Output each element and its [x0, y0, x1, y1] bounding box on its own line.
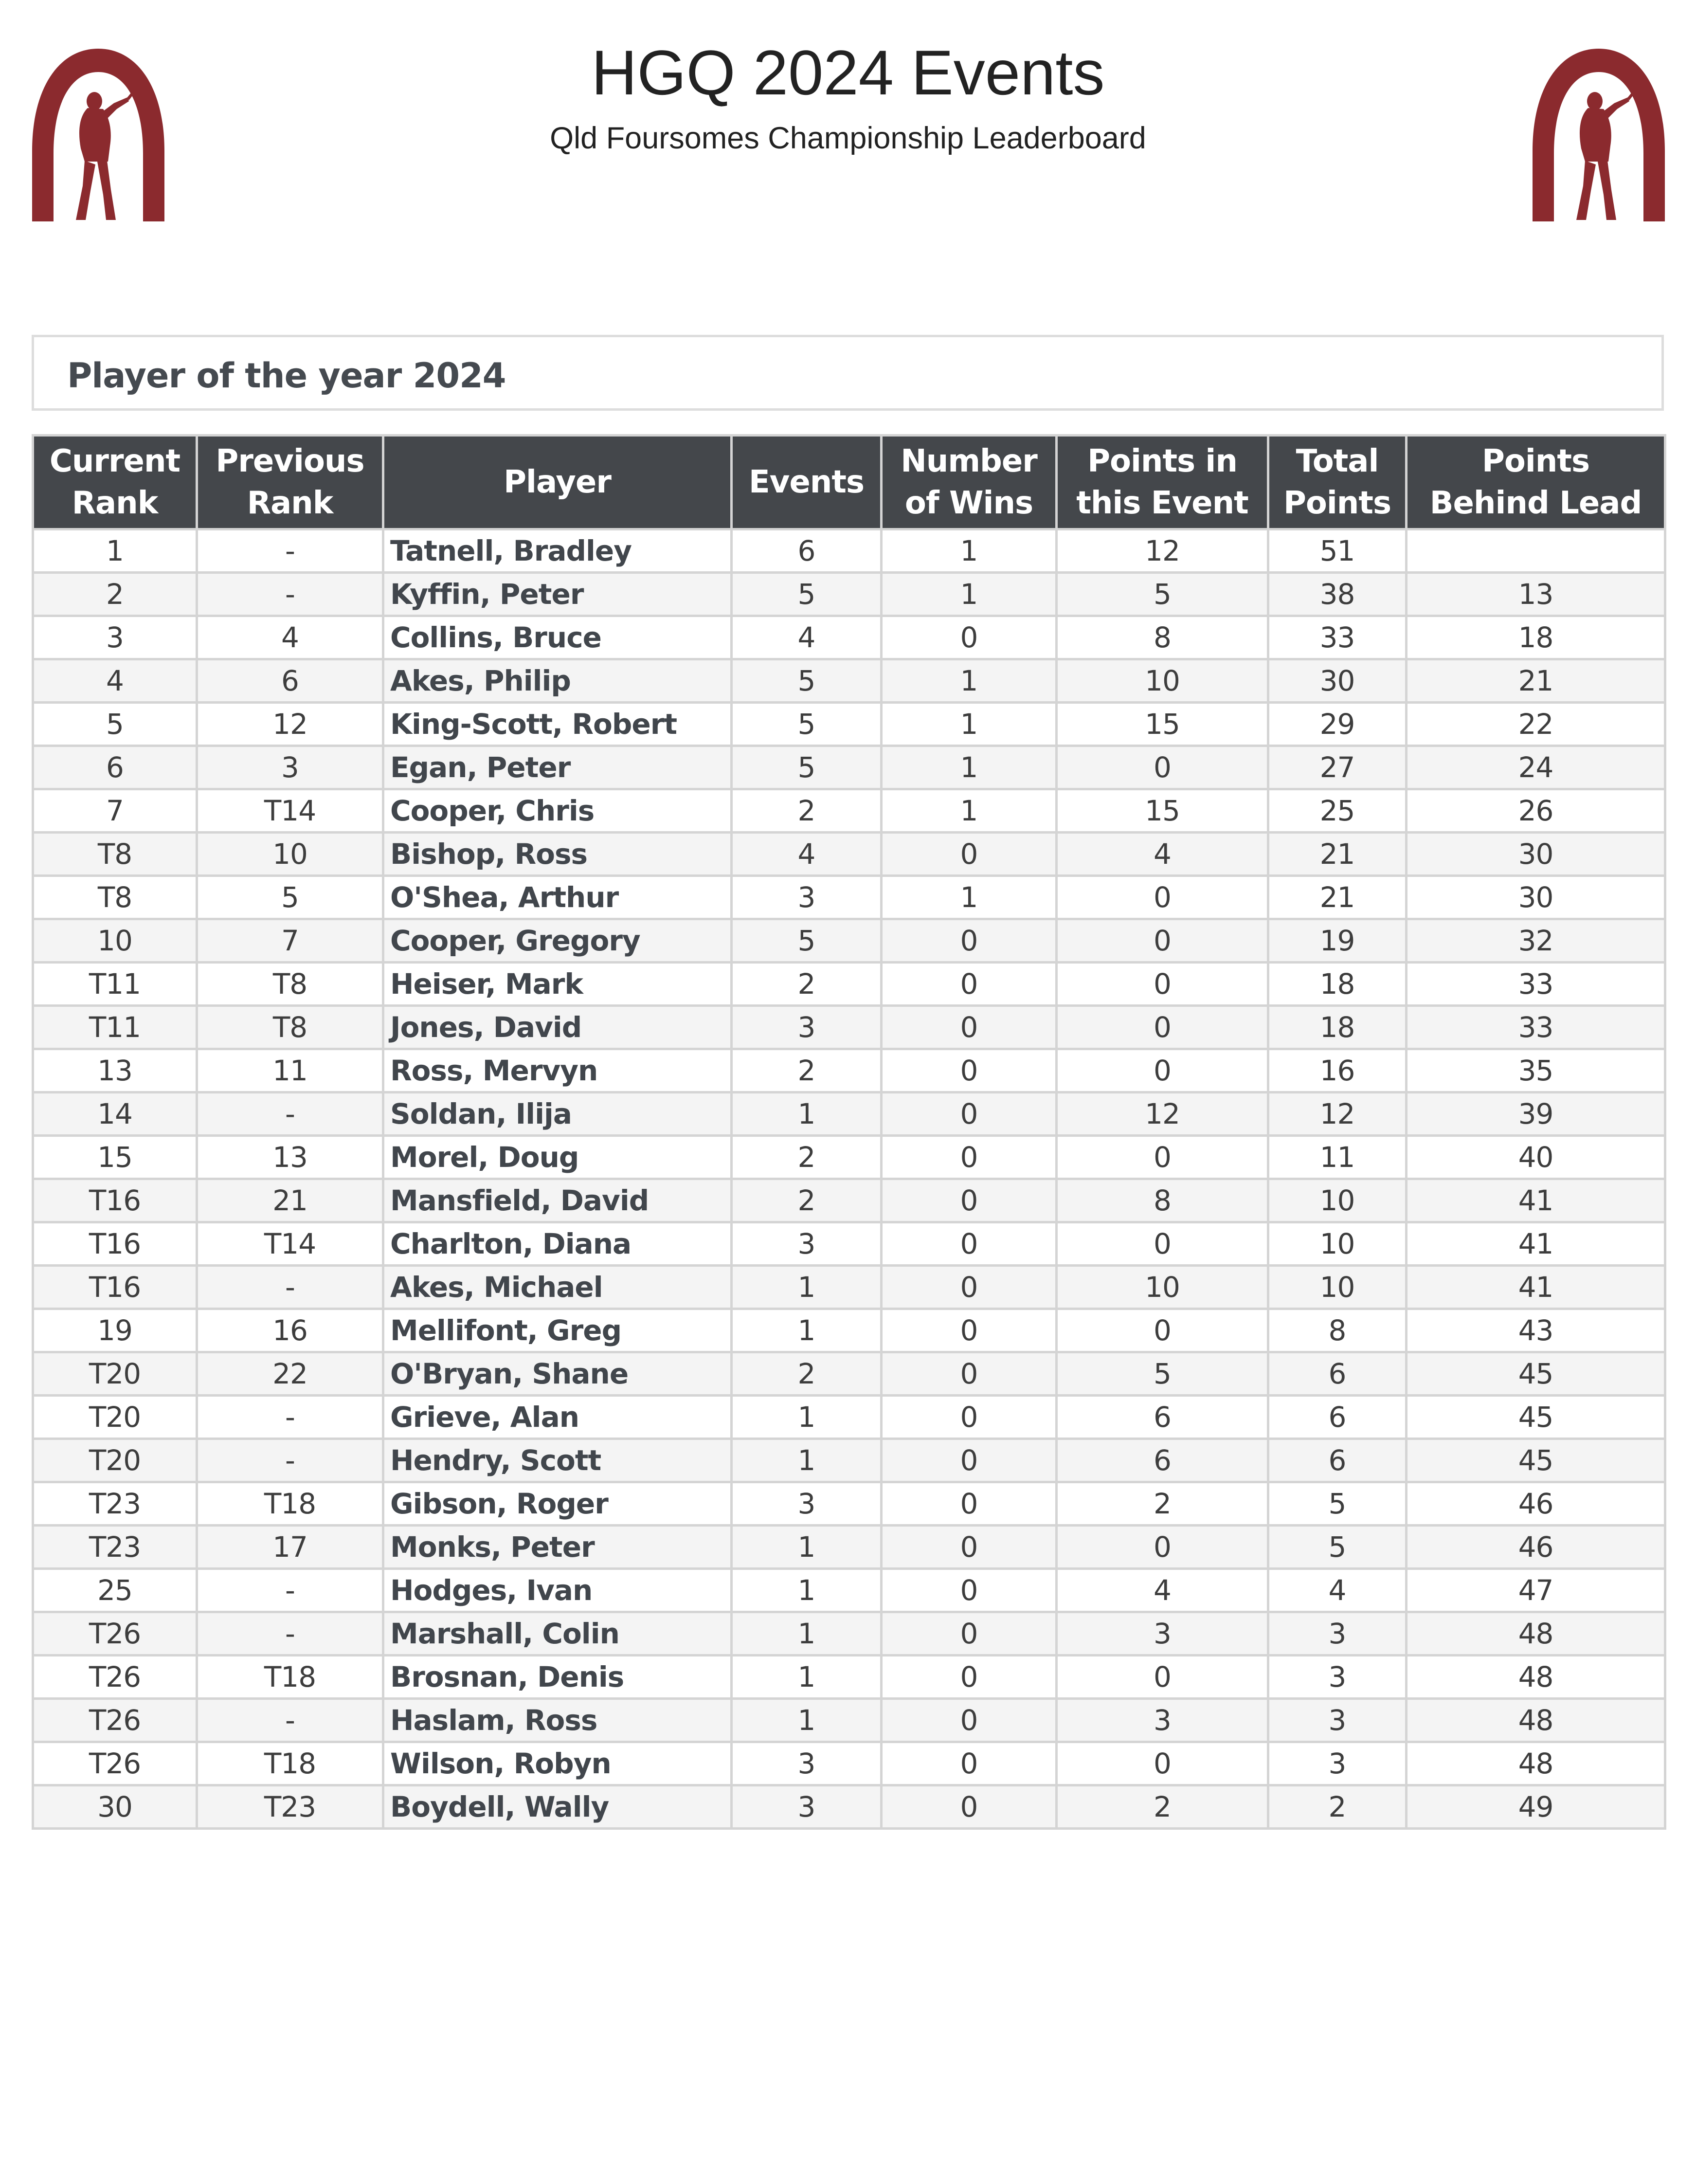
player-name-cell: Brosnan, Denis: [383, 1656, 732, 1699]
player-name-cell: Soldan, Ilija: [383, 1092, 732, 1136]
previous-rank-cell: 3: [197, 746, 383, 789]
events-cell: 5: [732, 703, 882, 746]
points-event-cell: 6: [1057, 1439, 1268, 1482]
header-line: Previous: [216, 443, 364, 479]
points-behind-lead-cell: 49: [1407, 1785, 1665, 1829]
previous-rank-cell: -: [197, 1439, 383, 1482]
table-row: [33, 1006, 1665, 1049]
events-cell: 3: [732, 1785, 882, 1829]
current-rank-cell: T26: [33, 1612, 197, 1656]
previous-rank-cell: 10: [197, 833, 383, 876]
player-name-cell: Monks, Peter: [383, 1526, 732, 1569]
table-row: [33, 1439, 1665, 1482]
events-cell: 3: [732, 1222, 882, 1266]
total-points-cell: 51: [1268, 529, 1407, 573]
player-name-cell: Jones, David: [383, 1006, 732, 1049]
total-points-cell: 21: [1268, 833, 1407, 876]
table-row: [33, 1309, 1665, 1352]
page-title: HGQ 2024 Events: [591, 37, 1105, 108]
points-behind-lead-cell: 30: [1407, 876, 1665, 919]
header-line: Number: [901, 443, 1037, 479]
table-row: [33, 963, 1665, 1006]
table-row: [33, 1699, 1665, 1742]
points-behind-lead-cell: 46: [1407, 1526, 1665, 1569]
previous-rank-cell: -: [197, 1569, 383, 1612]
events-cell: 2: [732, 789, 882, 833]
points-event-cell: 0: [1057, 1006, 1268, 1049]
table-row: [33, 1352, 1665, 1396]
current-rank-cell: 14: [33, 1092, 197, 1136]
header-line: Events: [748, 464, 865, 500]
points-event-cell: 0: [1057, 963, 1268, 1006]
previous-rank-cell: 11: [197, 1049, 383, 1092]
points-event-cell: 0: [1057, 746, 1268, 789]
wins-cell: 0: [882, 1699, 1057, 1742]
events-cell: 2: [732, 1352, 882, 1396]
wins-cell: 0: [882, 1612, 1057, 1656]
events-cell: 2: [732, 1136, 882, 1179]
current-rank-cell: T16: [33, 1222, 197, 1266]
events-cell: 1: [732, 1092, 882, 1136]
points-event-cell: 0: [1057, 1136, 1268, 1179]
player-name-cell: Collins, Bruce: [383, 616, 732, 659]
table-body: [33, 529, 1665, 1829]
current-rank-cell: 25: [33, 1569, 197, 1612]
column-header-events: [732, 436, 882, 529]
total-points-cell: 12: [1268, 1092, 1407, 1136]
current-rank-cell: 10: [33, 919, 197, 963]
total-points-cell: 6: [1268, 1396, 1407, 1439]
points-behind-lead-cell: 48: [1407, 1699, 1665, 1742]
events-cell: 5: [732, 659, 882, 703]
points-event-cell: 0: [1057, 1742, 1268, 1785]
points-event-cell: 0: [1057, 1049, 1268, 1092]
current-rank-cell: T16: [33, 1179, 197, 1222]
column-header-current-rank: [33, 436, 197, 529]
wins-cell: 1: [882, 703, 1057, 746]
points-event-cell: 8: [1057, 1179, 1268, 1222]
total-points-cell: 29: [1268, 703, 1407, 746]
table-row: [33, 789, 1665, 833]
previous-rank-cell: -: [197, 573, 383, 616]
table-row: [33, 529, 1665, 573]
current-rank-cell: T11: [33, 1006, 197, 1049]
table-row: [33, 1136, 1665, 1179]
table-row: [33, 1179, 1665, 1222]
current-rank-cell: 19: [33, 1309, 197, 1352]
previous-rank-cell: 4: [197, 616, 383, 659]
player-name-cell: Tatnell, Bradley: [383, 529, 732, 573]
total-points-cell: 6: [1268, 1439, 1407, 1482]
wins-cell: 0: [882, 1309, 1057, 1352]
current-rank-cell: T20: [33, 1352, 197, 1396]
header-line: Total: [1296, 443, 1379, 479]
previous-rank-cell: T18: [197, 1742, 383, 1785]
previous-rank-cell: -: [197, 1612, 383, 1656]
points-behind-lead-cell: 41: [1407, 1179, 1665, 1222]
previous-rank-cell: -: [197, 1092, 383, 1136]
total-points-cell: 3: [1268, 1742, 1407, 1785]
table-row: [33, 1482, 1665, 1526]
table-row: [33, 746, 1665, 789]
player-name-cell: Akes, Michael: [383, 1266, 732, 1309]
events-cell: 3: [732, 1482, 882, 1526]
previous-rank-cell: -: [197, 1396, 383, 1439]
current-rank-cell: 15: [33, 1136, 197, 1179]
total-points-cell: 11: [1268, 1136, 1407, 1179]
current-rank-cell: 1: [33, 529, 197, 573]
total-points-cell: 10: [1268, 1266, 1407, 1309]
previous-rank-cell: 5: [197, 876, 383, 919]
current-rank-cell: T20: [33, 1439, 197, 1482]
table-row: [33, 1049, 1665, 1092]
header-line: Points in: [1087, 443, 1237, 479]
total-points-cell: 25: [1268, 789, 1407, 833]
table-row: [33, 1222, 1665, 1266]
previous-rank-cell: 13: [197, 1136, 383, 1179]
player-name-cell: Kyffin, Peter: [383, 573, 732, 616]
current-rank-cell: T16: [33, 1266, 197, 1309]
points-behind-lead-cell: 21: [1407, 659, 1665, 703]
events-cell: 5: [732, 573, 882, 616]
player-name-cell: Mellifont, Greg: [383, 1309, 732, 1352]
player-name-cell: Grieve, Alan: [383, 1396, 732, 1439]
points-behind-lead-cell: 48: [1407, 1742, 1665, 1785]
total-points-cell: 4: [1268, 1569, 1407, 1612]
header-line: of Wins: [904, 485, 1033, 521]
header-line: Points: [1481, 443, 1590, 479]
points-event-cell: 4: [1057, 1569, 1268, 1612]
points-behind-lead-cell: 18: [1407, 616, 1665, 659]
points-event-cell: 0: [1057, 919, 1268, 963]
points-behind-lead-cell: 35: [1407, 1049, 1665, 1092]
total-points-cell: 8: [1268, 1309, 1407, 1352]
current-rank-cell: T20: [33, 1396, 197, 1439]
points-event-cell: 15: [1057, 703, 1268, 746]
events-cell: 5: [732, 919, 882, 963]
header-line: Behind Lead: [1429, 485, 1642, 521]
points-event-cell: 6: [1057, 1396, 1268, 1439]
wins-cell: 0: [882, 1482, 1057, 1526]
previous-rank-cell: 7: [197, 919, 383, 963]
previous-rank-cell: -: [197, 1266, 383, 1309]
wins-cell: 0: [882, 1352, 1057, 1396]
wins-cell: 0: [882, 1222, 1057, 1266]
total-points-cell: 3: [1268, 1656, 1407, 1699]
points-event-cell: 0: [1057, 1656, 1268, 1699]
points-behind-lead-cell: 45: [1407, 1396, 1665, 1439]
points-behind-lead-cell: 43: [1407, 1309, 1665, 1352]
previous-rank-cell: 17: [197, 1526, 383, 1569]
total-points-cell: 18: [1268, 1006, 1407, 1049]
page-subtitle: Qld Foursomes Championship Leaderboard: [550, 121, 1146, 155]
points-event-cell: 0: [1057, 1526, 1268, 1569]
previous-rank-cell: T14: [197, 1222, 383, 1266]
wins-cell: 1: [882, 573, 1057, 616]
points-event-cell: 5: [1057, 573, 1268, 616]
current-rank-cell: T23: [33, 1482, 197, 1526]
current-rank-cell: 7: [33, 789, 197, 833]
points-event-cell: 12: [1057, 529, 1268, 573]
previous-rank-cell: T23: [197, 1785, 383, 1829]
events-cell: 4: [732, 833, 882, 876]
previous-rank-cell: -: [197, 529, 383, 573]
previous-rank-cell: 6: [197, 659, 383, 703]
events-cell: 1: [732, 1612, 882, 1656]
table-row: [33, 703, 1665, 746]
table-row: [33, 1569, 1665, 1612]
table-row: [33, 1396, 1665, 1439]
points-event-cell: 15: [1057, 789, 1268, 833]
points-behind-lead-cell: 48: [1407, 1612, 1665, 1656]
events-cell: 3: [732, 1742, 882, 1785]
points-behind-lead-cell: 13: [1407, 573, 1665, 616]
points-behind-lead-cell: 47: [1407, 1569, 1665, 1612]
events-cell: 4: [732, 616, 882, 659]
events-cell: 2: [732, 1179, 882, 1222]
total-points-cell: 10: [1268, 1222, 1407, 1266]
points-behind-lead-cell: 22: [1407, 703, 1665, 746]
current-rank-cell: T26: [33, 1656, 197, 1699]
table-row: [33, 1266, 1665, 1309]
total-points-cell: 27: [1268, 746, 1407, 789]
points-event-cell: 0: [1057, 1222, 1268, 1266]
player-name-cell: Wilson, Robyn: [383, 1742, 732, 1785]
column-header-total-points: [1268, 436, 1407, 529]
player-name-cell: King-Scott, Robert: [383, 703, 732, 746]
total-points-cell: 2: [1268, 1785, 1407, 1829]
wins-cell: 0: [882, 1136, 1057, 1179]
previous-rank-cell: -: [197, 1699, 383, 1742]
points-behind-lead-cell: 33: [1407, 963, 1665, 1006]
table-header-row: [33, 436, 1665, 529]
events-cell: 2: [732, 1049, 882, 1092]
total-points-cell: 21: [1268, 876, 1407, 919]
player-name-cell: Ross, Mervyn: [383, 1049, 732, 1092]
total-points-cell: 30: [1268, 659, 1407, 703]
current-rank-cell: 3: [33, 616, 197, 659]
points-event-cell: 3: [1057, 1612, 1268, 1656]
table-row: [33, 1742, 1665, 1785]
points-behind-lead-cell: 32: [1407, 919, 1665, 963]
current-rank-cell: T23: [33, 1526, 197, 1569]
leaderboard-table: [32, 434, 1666, 1830]
points-behind-lead-cell: 30: [1407, 833, 1665, 876]
header-line: this Event: [1076, 485, 1248, 521]
events-cell: 1: [732, 1396, 882, 1439]
player-name-cell: Gibson, Roger: [383, 1482, 732, 1526]
wins-cell: 0: [882, 1092, 1057, 1136]
events-cell: 1: [732, 1439, 882, 1482]
current-rank-cell: 2: [33, 573, 197, 616]
points-event-cell: 12: [1057, 1092, 1268, 1136]
player-name-cell: Haslam, Ross: [383, 1699, 732, 1742]
player-name-cell: O'Bryan, Shane: [383, 1352, 732, 1396]
total-points-cell: 10: [1268, 1179, 1407, 1222]
wins-cell: 0: [882, 616, 1057, 659]
current-rank-cell: 13: [33, 1049, 197, 1092]
player-name-cell: Cooper, Chris: [383, 789, 732, 833]
points-event-cell: 0: [1057, 876, 1268, 919]
points-event-cell: 0: [1057, 1309, 1268, 1352]
wins-cell: 0: [882, 919, 1057, 963]
player-name-cell: Mansfield, David: [383, 1179, 732, 1222]
table-row: [33, 573, 1665, 616]
player-name-cell: Hodges, Ivan: [383, 1569, 732, 1612]
events-cell: 3: [732, 1006, 882, 1049]
previous-rank-cell: 16: [197, 1309, 383, 1352]
current-rank-cell: 6: [33, 746, 197, 789]
previous-rank-cell: T8: [197, 1006, 383, 1049]
total-points-cell: 3: [1268, 1699, 1407, 1742]
points-event-cell: 3: [1057, 1699, 1268, 1742]
header-line: Rank: [247, 485, 333, 521]
wins-cell: 0: [882, 1526, 1057, 1569]
previous-rank-cell: 22: [197, 1352, 383, 1396]
points-behind-lead-cell: 48: [1407, 1656, 1665, 1699]
points-behind-lead-cell: 26: [1407, 789, 1665, 833]
total-points-cell: 5: [1268, 1526, 1407, 1569]
header-line: Current: [49, 443, 180, 479]
total-points-cell: 19: [1268, 919, 1407, 963]
table-row: [33, 1092, 1665, 1136]
wins-cell: 0: [882, 1569, 1057, 1612]
column-header-points-event: [1057, 436, 1268, 529]
events-cell: 6: [732, 529, 882, 573]
table-row: [33, 659, 1665, 703]
points-behind-lead-cell: 33: [1407, 1006, 1665, 1049]
previous-rank-cell: T18: [197, 1482, 383, 1526]
total-points-cell: 5: [1268, 1482, 1407, 1526]
wins-cell: 0: [882, 1179, 1057, 1222]
current-rank-cell: T26: [33, 1742, 197, 1785]
events-cell: 3: [732, 876, 882, 919]
events-cell: 2: [732, 963, 882, 1006]
column-header-player: [383, 436, 732, 529]
wins-cell: 0: [882, 1439, 1057, 1482]
wins-cell: 1: [882, 746, 1057, 789]
column-header-previous-rank: [197, 436, 383, 529]
previous-rank-cell: T18: [197, 1656, 383, 1699]
events-cell: 1: [732, 1309, 882, 1352]
current-rank-cell: 4: [33, 659, 197, 703]
column-header-wins: [882, 436, 1057, 529]
current-rank-cell: 30: [33, 1785, 197, 1829]
table-row: [33, 616, 1665, 659]
wins-cell: 1: [882, 876, 1057, 919]
wins-cell: 0: [882, 1785, 1057, 1829]
events-cell: 5: [732, 746, 882, 789]
points-behind-lead-cell: 24: [1407, 746, 1665, 789]
wins-cell: 0: [882, 1266, 1057, 1309]
section-title: Player of the year 2024: [67, 356, 506, 396]
player-name-cell: Cooper, Gregory: [383, 919, 732, 963]
events-cell: 1: [732, 1656, 882, 1699]
previous-rank-cell: T8: [197, 963, 383, 1006]
points-event-cell: 10: [1057, 659, 1268, 703]
player-name-cell: Heiser, Mark: [383, 963, 732, 1006]
previous-rank-cell: T14: [197, 789, 383, 833]
points-behind-lead-cell: 45: [1407, 1352, 1665, 1396]
wins-cell: 0: [882, 833, 1057, 876]
wins-cell: 0: [882, 1006, 1057, 1049]
points-behind-lead-cell: 39: [1407, 1092, 1665, 1136]
events-cell: 1: [732, 1569, 882, 1612]
events-cell: 1: [732, 1526, 882, 1569]
current-rank-cell: T8: [33, 833, 197, 876]
player-name-cell: Bishop, Ross: [383, 833, 732, 876]
header-line: Rank: [72, 485, 158, 521]
player-name-cell: Akes, Philip: [383, 659, 732, 703]
points-event-cell: 2: [1057, 1785, 1268, 1829]
table-row: [33, 1656, 1665, 1699]
section-title-box: [32, 335, 1664, 411]
player-name-cell: Hendry, Scott: [383, 1439, 732, 1482]
wins-cell: 1: [882, 789, 1057, 833]
wins-cell: 0: [882, 1396, 1057, 1439]
table-row: [33, 833, 1665, 876]
current-rank-cell: T26: [33, 1699, 197, 1742]
player-name-cell: Morel, Doug: [383, 1136, 732, 1179]
table-row: [33, 919, 1665, 963]
wins-cell: 0: [882, 1656, 1057, 1699]
player-name-cell: Marshall, Colin: [383, 1612, 732, 1656]
points-event-cell: 10: [1057, 1266, 1268, 1309]
points-event-cell: 5: [1057, 1352, 1268, 1396]
total-points-cell: 38: [1268, 573, 1407, 616]
player-name-cell: Charlton, Diana: [383, 1222, 732, 1266]
points-behind-lead-cell: 40: [1407, 1136, 1665, 1179]
previous-rank-cell: 12: [197, 703, 383, 746]
points-behind-lead-cell: 41: [1407, 1222, 1665, 1266]
wins-cell: 0: [882, 963, 1057, 1006]
wins-cell: 0: [882, 1049, 1057, 1092]
column-header-behind-lead: [1407, 436, 1665, 529]
total-points-cell: 16: [1268, 1049, 1407, 1092]
player-name-cell: O'Shea, Arthur: [383, 876, 732, 919]
points-event-cell: 4: [1057, 833, 1268, 876]
points-event-cell: 2: [1057, 1482, 1268, 1526]
wins-cell: 1: [882, 659, 1057, 703]
points-behind-lead-cell: 45: [1407, 1439, 1665, 1482]
points-behind-lead-cell: 41: [1407, 1266, 1665, 1309]
player-name-cell: Boydell, Wally: [383, 1785, 732, 1829]
events-cell: 1: [732, 1699, 882, 1742]
table-row: [33, 876, 1665, 919]
header-line: Points: [1283, 485, 1391, 521]
header-line: Player: [504, 464, 611, 500]
table-row: [33, 1526, 1665, 1569]
total-points-cell: 33: [1268, 616, 1407, 659]
current-rank-cell: T11: [33, 963, 197, 1006]
points-event-cell: 8: [1057, 616, 1268, 659]
table-row: [33, 1785, 1665, 1829]
previous-rank-cell: 21: [197, 1179, 383, 1222]
wins-cell: 1: [882, 529, 1057, 573]
points-behind-lead-cell: 46: [1407, 1482, 1665, 1526]
total-points-cell: 3: [1268, 1612, 1407, 1656]
current-rank-cell: 5: [33, 703, 197, 746]
events-cell: 1: [732, 1266, 882, 1309]
wins-cell: 0: [882, 1742, 1057, 1785]
table-row: [33, 1612, 1665, 1656]
total-points-cell: 18: [1268, 963, 1407, 1006]
total-points-cell: 6: [1268, 1352, 1407, 1396]
points-behind-lead-cell: [1407, 529, 1665, 573]
current-rank-cell: T8: [33, 876, 197, 919]
player-name-cell: Egan, Peter: [383, 746, 732, 789]
